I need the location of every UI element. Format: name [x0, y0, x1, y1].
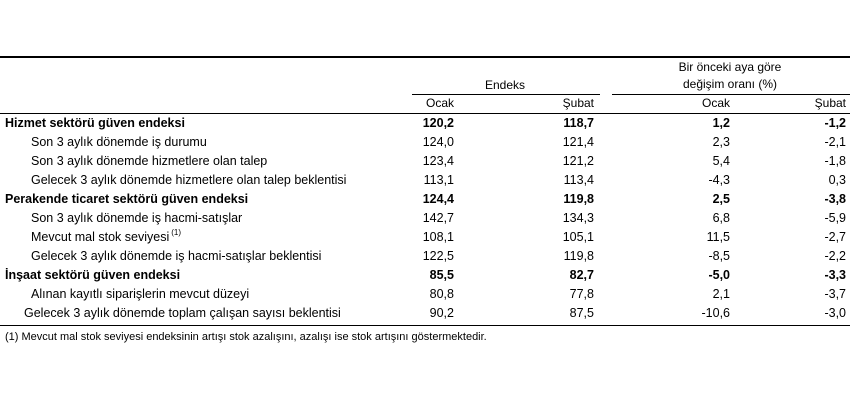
cell-ocak: 120,2 — [422, 116, 454, 130]
row-label: Son 3 aylık dönemde hizmetlere olan talep — [31, 154, 268, 168]
table-row — [0, 152, 850, 171]
cell-change-ocak: 11,5 — [706, 230, 730, 244]
cell-change-subat: -5,9 — [824, 211, 846, 225]
cell-change-subat: -2,2 — [824, 249, 846, 263]
cell-ocak: 124,4 — [422, 192, 454, 206]
row-label: Mevcut mal stok seviyesi — [31, 230, 170, 244]
cell-change-ocak: -8,5 — [708, 249, 730, 263]
cell-ocak: 122,5 — [422, 249, 454, 263]
row-label: Gelecek 3 aylık dönemde toplam çalışan sayısı beklentisi — [24, 306, 341, 320]
cell-ocak: 113,1 — [423, 173, 454, 187]
table-row — [0, 133, 850, 152]
cell-change-ocak: 5,4 — [712, 154, 730, 168]
cell-subat: 118,7 — [563, 116, 594, 130]
table-top-rule — [0, 56, 850, 58]
row-label: Alınan kayıtlı siparişlerin mevcut düzeyi — [31, 287, 250, 301]
cell-ocak: 90,2 — [429, 306, 454, 320]
row-label-with-footnote — [31, 230, 181, 244]
table-row — [0, 228, 850, 247]
col-header-subat-change: Şubat — [814, 96, 846, 110]
row-label: İnşaat sektörü güven endeksi — [5, 268, 181, 282]
table-footnote: (1) Mevcut mal stok seviyesi endeksinin artışı stok azalışını, azalışı ise stok artışını göstermektedir. — [5, 331, 487, 343]
table-row — [0, 209, 850, 228]
change-header-line1: Bir önceki aya göre — [678, 60, 782, 74]
cell-change-ocak: -10,6 — [701, 306, 730, 320]
cell-change-ocak: 2,1 — [712, 287, 730, 301]
table-row — [0, 171, 850, 190]
row-label: Gelecek 3 aylık dönemde iş hacmi-satışlar beklentisi — [31, 249, 322, 263]
cell-change-subat: -2,1 — [824, 135, 846, 149]
row-label: Son 3 aylık dönemde iş durumu — [31, 135, 207, 149]
table-bottom-rule — [0, 325, 850, 326]
cell-subat: 77,8 — [569, 287, 594, 301]
cell-subat: 121,4 — [562, 135, 594, 149]
cell-subat: 105,1 — [562, 230, 594, 244]
row-label: Son 3 aylık dönemde iş hacmi-satışlar — [31, 211, 243, 225]
cell-change-ocak: 2,3 — [712, 135, 730, 149]
cell-ocak: 123,4 — [422, 154, 454, 168]
cell-change-subat: -3,7 — [824, 287, 846, 301]
cell-subat: 82,7 — [569, 268, 594, 282]
cell-subat: 119,8 — [563, 249, 594, 263]
cell-change-subat: -2,7 — [824, 230, 846, 244]
change-underline — [612, 94, 850, 95]
cell-change-subat: -3,0 — [824, 306, 846, 320]
cell-change-subat: -1,8 — [824, 154, 846, 168]
cell-change-subat: -1,2 — [824, 116, 846, 130]
cell-change-ocak: 2,5 — [712, 192, 730, 206]
cell-subat: 121,2 — [562, 154, 594, 168]
table-row — [0, 266, 850, 285]
table-row — [0, 190, 850, 209]
table-row — [0, 304, 850, 323]
cell-change-ocak: 1,2 — [712, 116, 730, 130]
cell-change-subat: 0,3 — [828, 173, 846, 187]
cell-subat: 134,3 — [562, 211, 594, 225]
cell-change-subat: -3,8 — [824, 192, 846, 206]
cell-subat: 87,5 — [569, 306, 594, 320]
cell-ocak: 108,1 — [422, 230, 454, 244]
change-header-line2: değişim oranı (%) — [682, 77, 778, 91]
row-label: Gelecek 3 aylık dönemde hizmetlere olan talep beklentisi — [31, 173, 347, 187]
cell-ocak: 80,8 — [429, 287, 454, 301]
cell-change-ocak: -4,3 — [708, 173, 730, 187]
table-row — [0, 285, 850, 304]
endeks-underline — [412, 94, 600, 95]
col-header-subat-endeks: Şubat — [562, 96, 594, 110]
cell-subat: 113,4 — [563, 173, 594, 187]
col-header-ocak-change: Ocak — [701, 96, 730, 110]
cell-ocak: 142,7 — [422, 211, 454, 225]
row-label: Hizmet sektörü güven endeksi — [5, 116, 185, 130]
table-row — [0, 114, 850, 133]
cell-change-ocak: 6,8 — [712, 211, 730, 225]
cell-change-ocak: -5,0 — [708, 268, 730, 282]
cell-ocak: 124,0 — [422, 135, 454, 149]
endeks-header: Endeks — [484, 78, 526, 92]
table-row — [0, 247, 850, 266]
row-label: Perakende ticaret sektörü güven endeksi — [5, 192, 249, 206]
footnote-mark: (1) — [171, 228, 182, 237]
cell-change-subat: -3,3 — [824, 268, 846, 282]
cell-subat: 119,8 — [563, 192, 594, 206]
col-header-ocak-endeks: Ocak — [425, 96, 454, 110]
cell-ocak: 85,5 — [429, 268, 454, 282]
